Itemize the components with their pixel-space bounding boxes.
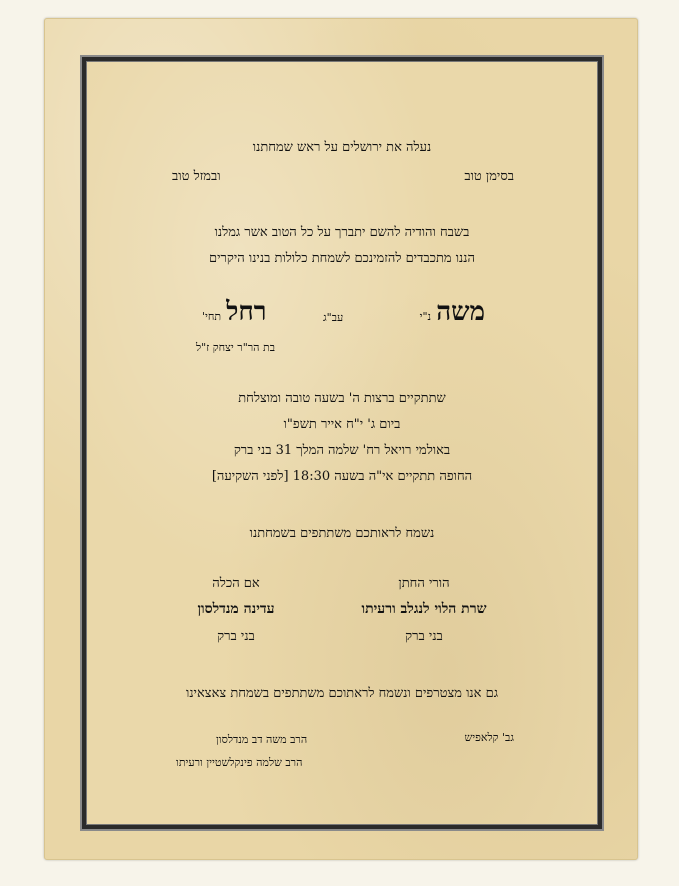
invite-line: הננו מתכבדים להזמינכם לשמחת כלולות בנינו היקרים (209, 251, 475, 266)
rejoice-line: נשמח לראותכם משתתפים בשמחתנו (249, 526, 435, 541)
opening-verse: נעלה את ירושלים על ראש שמחתנו (252, 140, 432, 155)
groom-parents (354, 575, 494, 644)
groom-parents-name: שרת הלוי לנגלב ורעיתו (361, 601, 487, 617)
groom-parents-city: בני ברק (405, 629, 443, 644)
groom-parents-title: הורי החתן (398, 576, 450, 591)
bride-name: רחל (226, 297, 267, 327)
event-line-1: שתתקיים ברצות ה' בשעה טובה ומוצלחת (238, 391, 446, 406)
grandparent-left-2: הרב שלמה פינקלשטיין ורעיתו (176, 756, 303, 769)
bride-parents-title: אם הכלה (212, 576, 260, 591)
mazal-tov: ובמזל טוב (172, 169, 221, 184)
event-line-2: ביום ג' י"ח אייר תשפ"ו (283, 417, 401, 432)
invitation-frame (82, 57, 602, 829)
invitation-sheet (44, 18, 638, 860)
siman-tov: בסימן טוב (464, 169, 514, 184)
bride-suffix: תחי' (202, 310, 222, 323)
bride-parent: בת הר"ר יצחק ז"ל (196, 341, 276, 354)
bride-parents-city: בני ברק (217, 629, 255, 644)
praise-line: בשבח והודיה להשם יתברך על כל הטוב אשר גמלנו (214, 225, 470, 240)
bride-block (202, 297, 267, 327)
grandparent-right: גב' קלאפיש (464, 731, 514, 744)
groom-name: משה (436, 297, 485, 327)
bride-parents-name: עדינה מנדלסון (197, 601, 275, 617)
bride-parents (166, 575, 306, 644)
groom-suffix: נ"י (419, 310, 432, 323)
grandparent-left-1: הרב משה דב מנדלסון (216, 733, 308, 746)
connector: עב"ג (323, 311, 344, 324)
event-line-3: באולמי רויאל רח' שלמה המלך 31 בני ברק (233, 443, 451, 458)
groom-block (420, 297, 485, 327)
event-line-4: החופה תתקיים אי"ה בשעה 18:30 [לפני השקיעה] (211, 469, 473, 484)
also-line: גם אנו מצטרפים ונשמח לראתוכם משתתפים בשמחת צאצאינו (186, 686, 498, 701)
